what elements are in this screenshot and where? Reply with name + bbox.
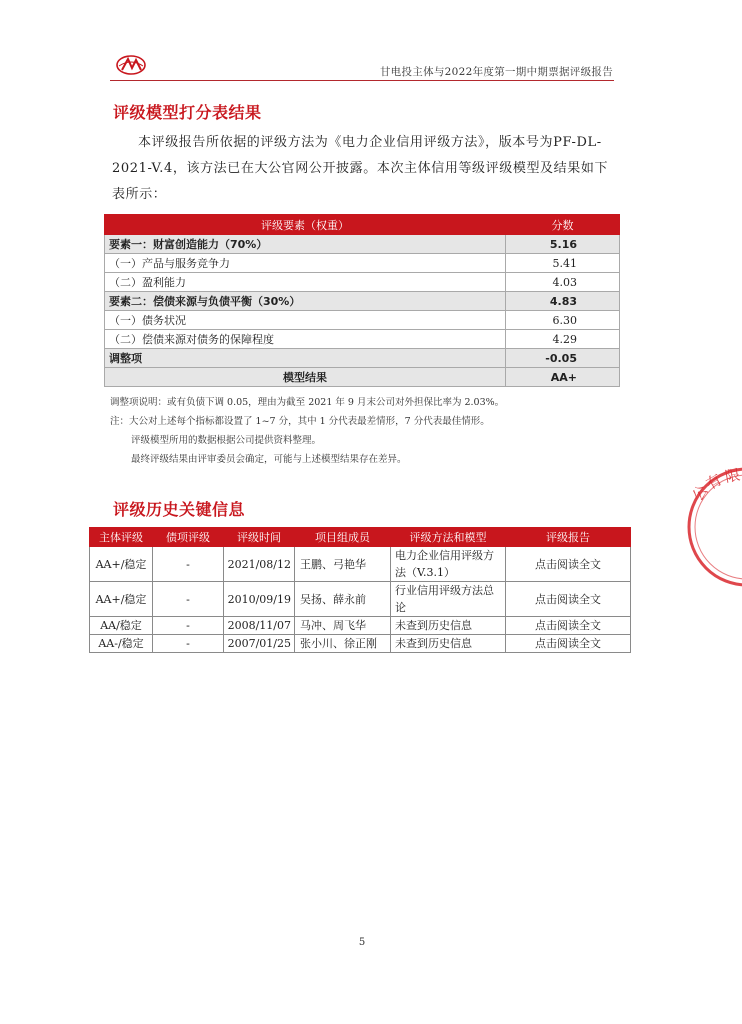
history-date: 2007/01/25 [224, 635, 295, 653]
svg-text:有: 有 [703, 470, 726, 494]
history-header-date: 评级时间 [224, 528, 295, 547]
note-scale: 注：大公对上述每个指标都设置了 1~7 分，其中 1 分代表最差情形，7 分代表最佳情形。 [110, 416, 490, 427]
table-row [105, 273, 620, 292]
header-rule [110, 80, 614, 81]
score-value: -0.05 [506, 349, 620, 368]
history-method: 电力企业信用评级方法（V.3.1） [391, 547, 506, 582]
svg-text:限: 限 [723, 465, 742, 486]
score-item: （一）债务状况 [105, 311, 506, 330]
score-value: 4.03 [506, 273, 620, 292]
history-members: 吴扬、薛永前 [295, 582, 391, 617]
notes-block [110, 393, 504, 469]
history-header-members: 项目组成员 [295, 528, 391, 547]
history-members: 张小川、徐正刚 [295, 635, 391, 653]
history-entity-rating: AA+/稳定 [90, 547, 153, 582]
score-value: 6.30 [506, 311, 620, 330]
svg-text:公: 公 [688, 481, 712, 505]
header-title: 甘电投主体与2022年度第一期中期票据评级报告 [379, 66, 613, 78]
history-report-link[interactable]: 点击阅读全文 [506, 635, 631, 653]
page-number: 5 [358, 937, 366, 948]
note-final-result: 最终评级结果由评审委员会确定，可能与上述模型结果存在差异。 [131, 454, 407, 465]
score-value: 4.29 [506, 330, 620, 349]
history-members: 王鹏、弓艳华 [295, 547, 391, 582]
table-row [105, 254, 620, 273]
score-value: 5.41 [506, 254, 620, 273]
history-date: 2010/09/19 [224, 582, 295, 617]
history-method: 行业信用评级方法总论 [391, 582, 506, 617]
table-row [90, 635, 631, 653]
section-title-model-score: 评级模型打分表结果 [113, 103, 262, 122]
note-adjustment: 调整项说明：或有负债下调 0.05，理由为截至 2021 年 9 月末公司对外担保比率为 2.03%。 [110, 397, 505, 408]
score-item: 模型结果 [105, 368, 506, 387]
table-row [90, 547, 631, 582]
score-item: （二）盈利能力 [105, 273, 506, 292]
history-report-link[interactable]: 点击阅读全文 [506, 582, 631, 617]
score-value: 5.16 [506, 235, 620, 254]
table-row [90, 582, 631, 617]
table-row [105, 349, 620, 368]
score-item: 要素二：偿债来源与负债平衡（30%） [105, 292, 506, 311]
score-table-header-item: 评级要素（权重） [105, 215, 506, 235]
score-value: 4.83 [506, 292, 620, 311]
history-report-link[interactable]: 点击阅读全文 [506, 617, 631, 635]
history-method: 未查到历史信息 [391, 635, 506, 653]
score-table-header-score: 分数 [506, 215, 620, 235]
score-value: AA+ [506, 368, 620, 387]
history-entity-rating: AA+/稳定 [90, 582, 153, 617]
history-date: 2008/11/07 [224, 617, 295, 635]
table-row [105, 235, 620, 254]
method-paragraph [112, 130, 616, 208]
table-row [90, 617, 631, 635]
table-row [105, 311, 620, 330]
table-row [105, 330, 620, 349]
table-row [105, 368, 620, 387]
company-seal-stamp [652, 462, 742, 592]
history-report-link[interactable]: 点击阅读全文 [506, 547, 631, 582]
model-score-table [104, 214, 620, 387]
history-issue-rating: - [153, 635, 224, 653]
history-entity-rating: AA-/稳定 [90, 635, 153, 653]
history-header-report: 评级报告 [506, 528, 631, 547]
section-title-rating-history: 评级历史关键信息 [113, 500, 246, 519]
score-item: 调整项 [105, 349, 506, 368]
score-item: 要素一：财富创造能力（70%） [105, 235, 506, 254]
history-entity-rating: AA/稳定 [90, 617, 153, 635]
history-members: 马冲、周飞华 [295, 617, 391, 635]
history-issue-rating: - [153, 617, 224, 635]
history-header-method: 评级方法和模型 [391, 528, 506, 547]
history-date: 2021/08/12 [224, 547, 295, 582]
history-issue-rating: - [153, 582, 224, 617]
method-paragraph-text: 本评级报告所依据的评级方法为《电力企业信用评级方法》，版本号为PF-DL-2021-V.4，该方法已在大公官网公开披露。本次主体信用等级评级模型及结果如下表所示： [112, 135, 609, 202]
history-header-entity: 主体评级 [90, 528, 153, 547]
score-item: （一）产品与服务竞争力 [105, 254, 506, 273]
note-data-source: 评级模型所用的数据根据公司提供资料整理。 [131, 435, 322, 446]
history-issue-rating: - [153, 547, 224, 582]
history-method: 未查到历史信息 [391, 617, 506, 635]
score-item: （二）偿债来源对债务的保障程度 [105, 330, 506, 349]
company-logo [116, 54, 146, 76]
history-header-issue: 债项评级 [153, 528, 224, 547]
table-row [105, 292, 620, 311]
rating-history-table [89, 527, 631, 653]
